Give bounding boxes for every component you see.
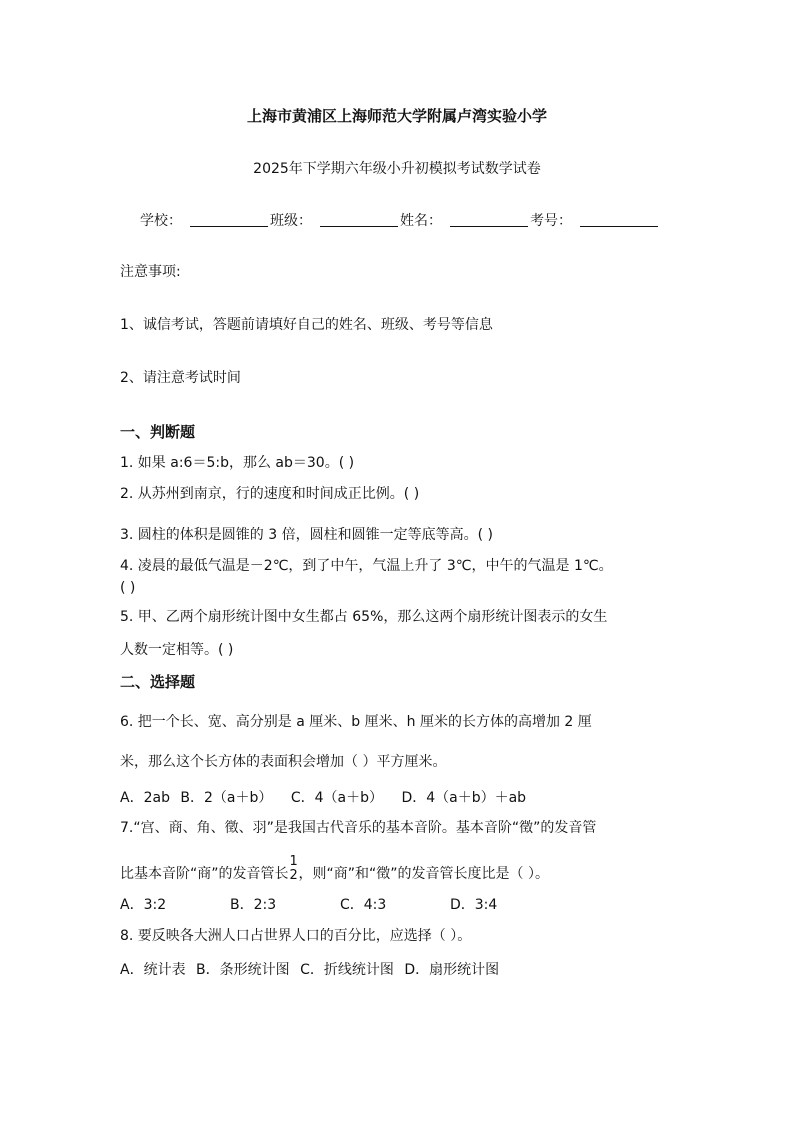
- exam-number-blank[interactable]: [580, 212, 658, 227]
- q7-option-c: C．4:3: [340, 897, 387, 913]
- school-blank[interactable]: [190, 212, 268, 227]
- q8-option-d: D．扇形统计图: [404, 962, 500, 978]
- section-1-title: 一、判断题: [120, 423, 196, 441]
- question-5-line-2: 人数一定相等。( ): [120, 642, 234, 658]
- q6-option-b: B．2（a＋b）: [180, 790, 273, 806]
- class-label: 班级：: [270, 213, 312, 229]
- q7-option-d: D．3:4: [450, 897, 498, 913]
- school-title: 上海市黄浦区上海师范大学附属卢湾实验小学: [246, 107, 547, 125]
- name-blank[interactable]: [450, 212, 528, 227]
- q8-option-a: A．统计表: [120, 962, 186, 978]
- question-6-options: [120, 788, 526, 808]
- notice-item-1: 1、诚信考试，答题前请填好自己的姓名、班级、考号等信息: [120, 317, 493, 333]
- school-label: 学校：: [140, 213, 182, 229]
- question-7-options: [120, 895, 497, 915]
- q7-text-pre: 比基本音阶“商”的发音管长: [120, 866, 289, 882]
- student-info-row: [140, 211, 660, 231]
- q7-option-b: B．2:3: [230, 897, 277, 913]
- q6-option-c: C．4（a＋b）: [290, 790, 383, 806]
- exam-number-label: 考号：: [530, 213, 572, 229]
- notice-item-2: 2、请注意考试时间: [120, 370, 241, 386]
- q7-option-a: A．3:2: [120, 897, 167, 913]
- question-5-line-1: 5. 甲、乙两个扇形统计图中女生都占 65%，那么这两个扇形统计图表示的女生: [120, 609, 608, 625]
- question-8-options: [120, 960, 499, 980]
- section-2-title: 二、选择题: [120, 673, 196, 691]
- question-4-line-2: ( ): [120, 580, 136, 596]
- question-4-line-1: 4. 凌晨的最低气温是－2℃，到了中午，气温上升了 3℃，中午的气温是 1℃。: [120, 558, 613, 574]
- q7-text-post: ，则“商”和“徵”的发音管长度比是（ ）。: [298, 866, 549, 882]
- q8-option-c: C．折线统计图: [300, 962, 394, 978]
- fraction-denominator: 2: [289, 868, 298, 883]
- question-1: 1. 如果 a:6＝5:b，那么 ab＝30。( ): [120, 455, 355, 471]
- question-7-line-2: [120, 854, 549, 884]
- q8-option-b: B．条形统计图: [196, 962, 290, 978]
- exam-title: 2025年下学期六年级小升初模拟考试数学试卷: [253, 161, 541, 177]
- q6-option-d: D．4（a＋b）＋ab: [401, 790, 527, 806]
- question-6-line-2: 米，那么这个长方体的表面积会增加（ ）平方厘米。: [120, 754, 447, 770]
- name-label: 姓名：: [400, 213, 442, 229]
- notice-heading: 注意事项:: [120, 264, 181, 280]
- question-8: 8. 要反映各大洲人口占世界人口的百分比，应选择（ ）。: [120, 928, 472, 944]
- question-7-line-1: 7.“宫、商、角、徵、羽”是我国古代音乐的基本音阶。基本音阶“徵”的发音管: [120, 820, 597, 836]
- question-6-line-1: 6. 把一个长、宽、高分别是 a 厘米、b 厘米、h 厘米的长方体的高增加 2 厘: [120, 714, 592, 730]
- question-3: 3. 圆柱的体积是圆锥的 3 倍，圆柱和圆锥一定等底等高。( ): [120, 527, 493, 543]
- question-2: 2. 从苏州到南京，行的速度和时间成正比例。( ): [120, 486, 420, 502]
- class-blank[interactable]: [320, 212, 398, 227]
- q6-option-a: A．2ab: [120, 790, 170, 806]
- fraction-numerator: 1: [289, 854, 298, 869]
